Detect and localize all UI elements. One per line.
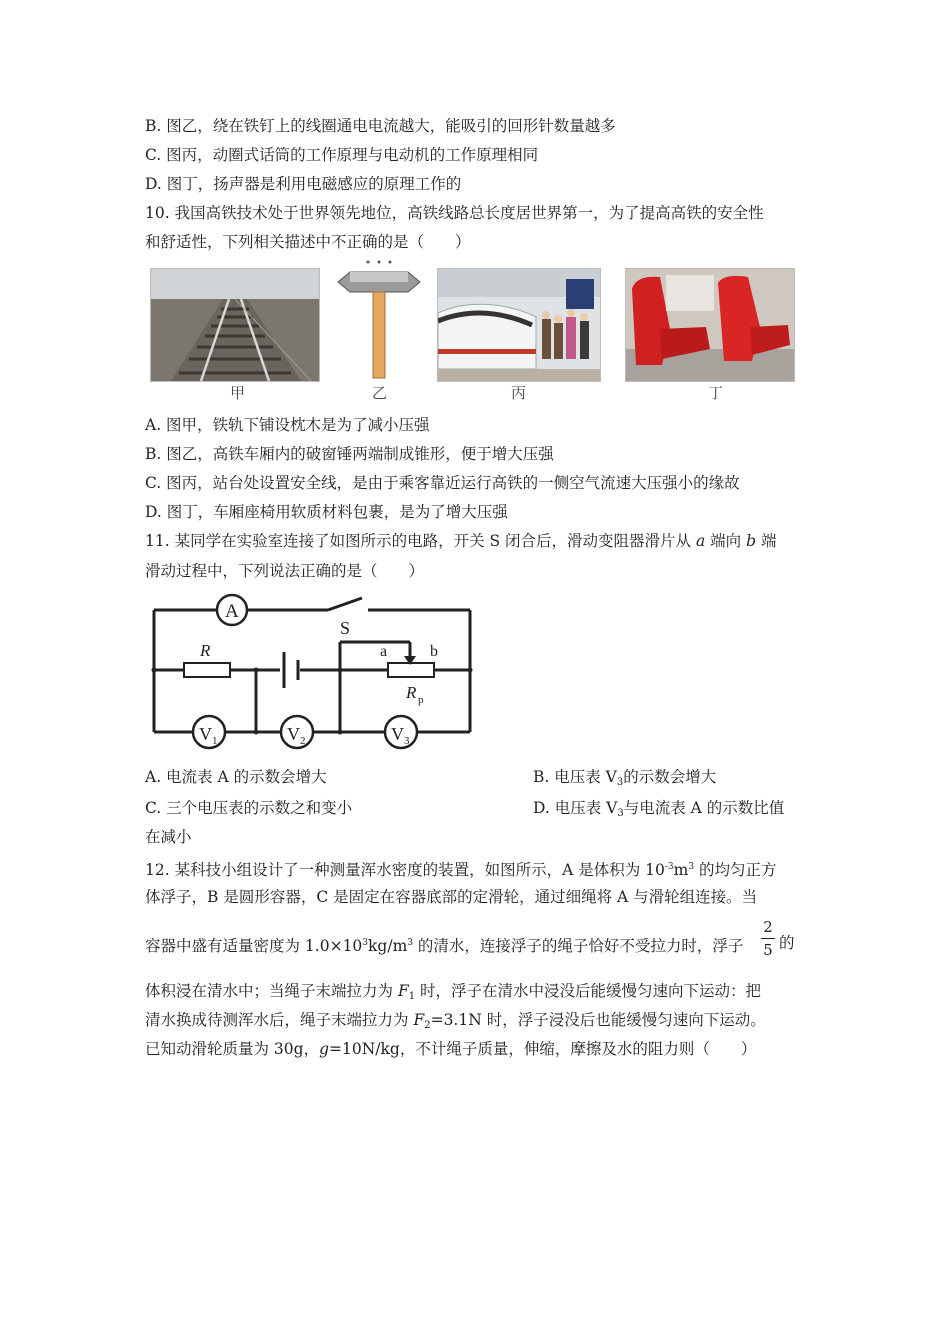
rheostat-end-b-label: b (430, 643, 438, 660)
q12-line6: 已知动滑轮质量为 30g，g=10N/kg，不计绳子质量，伸缩，摩擦及水的阻力则（ ） (145, 1040, 757, 1058)
train-seat-image (625, 268, 795, 382)
rheostat-end-a-label: a (380, 643, 388, 660)
q12-line4: 体积浸在清水中；当绳子末端拉力为 $F_1$ 时，浮子在清水中浸没后能缓慢匀速向下运动：把 (145, 982, 762, 1002)
q10-option-d: D. 图丁，车厢座椅用软质材料包裹，是为了增大压强 (145, 503, 508, 521)
q12-line2: 体浮子，B 是圆形容器，C 是固定在容器底部的定滑轮，通过细绳将 A 与滑轮组连接。当 (145, 888, 758, 906)
circuit-diagram (148, 592, 478, 752)
caption-bing: 丙 (511, 384, 527, 402)
fraction-denominator: 5 (763, 941, 773, 959)
switch-label: S (340, 618, 351, 638)
q9-option-d: D. 图丁，扬声器是利用电磁感应的原理工作的 (145, 175, 462, 193)
q12-line5: 清水换成待测浑水后，绳子末端拉力为 $F_2=3.1N$ 时，浮子浸没后也能缓慢匀速向下运动。 (145, 1011, 766, 1031)
q11-option-b: B. 电压表 $V_3$的示数会增大 (533, 768, 717, 788)
caption-ding: 丁 (708, 384, 724, 402)
fraction-two-fifths (761, 918, 775, 959)
voltmeter1-subscript: 1 (212, 735, 218, 747)
q12-line3: 容器中盛有适量密度为 $1.0\times 10^3kg/m^3$ 的清水，连接浮子的绳子恰好不受拉力时，浮子 (145, 937, 744, 955)
caption-yi: 乙 (372, 384, 388, 402)
q11-stem-line1: 11. 某同学在实验室连接了如图所示的电路，开关 S 闭合后，滑动变阻器滑片从 a 端向 b 端 (145, 532, 777, 550)
q11-option-d: D. 电压表 $V_3$与电流表 A 的示数比值 (533, 799, 785, 819)
voltmeter3-subscript: 3 (404, 735, 410, 747)
q10-option-c: C. 图丙，站台处设置安全线，是由于乘客靠近运行高铁的一侧空气流速大压强小的缘故 (145, 474, 740, 492)
q11-option-a: A. 电流表 A 的示数会增大 (145, 768, 327, 786)
voltmeter1-label: V (199, 724, 212, 744)
rheostat-label: R (406, 683, 417, 702)
q11-stem-line2: 滑动过程中，下列说法正确的是（ ） (145, 562, 425, 580)
q11-option-c: C. 三个电压表的示数之和变小 (145, 799, 353, 817)
voltmeter2-label: V (287, 724, 300, 744)
q10-option-a: A. 图甲，铁轨下铺设枕木是为了减小压强 (145, 416, 430, 434)
q10-stem-line1: 10. 我国高铁技术处于世界领先地位，高铁线路总长度居世界第一，为了提高高铁的安全性 (145, 204, 764, 222)
ammeter-label: A (225, 601, 239, 622)
q11-option-d-continued: 在减小 (145, 828, 192, 846)
emergency-hammer-image (336, 258, 422, 382)
fraction-numerator: 2 (763, 918, 773, 936)
resistor-label: R (200, 641, 211, 660)
caption-jia: 甲 (230, 384, 246, 402)
voltmeter2-subscript: 2 (300, 735, 306, 747)
train-platform-image (437, 268, 601, 382)
q10-stem-line2: 和舒适性，下列相关描述中不正确的是（ ） (145, 233, 471, 251)
q10-option-b: B. 图乙，高铁车厢内的破窗锤两端制成锥形，便于增大压强 (145, 445, 554, 463)
railway-track-image (150, 268, 320, 382)
q9-option-c: C. 图丙，动圈式话筒的工作原理与电动机的工作原理相同 (145, 146, 539, 164)
q12-line1: 12. 某科技小组设计了一种测量浑水密度的装置，如图所示，A 是体积为 $10^{-3}m^3$ 的均匀正方 (145, 861, 777, 879)
q9-option-b: B. 图乙，绕在铁钉上的线圈通电电流越大，能吸引的回形针数量越多 (145, 117, 616, 135)
q12-line3-end: 的 (779, 934, 795, 952)
voltmeter3-label: V (391, 724, 404, 744)
rheostat-subscript: p (418, 694, 424, 706)
